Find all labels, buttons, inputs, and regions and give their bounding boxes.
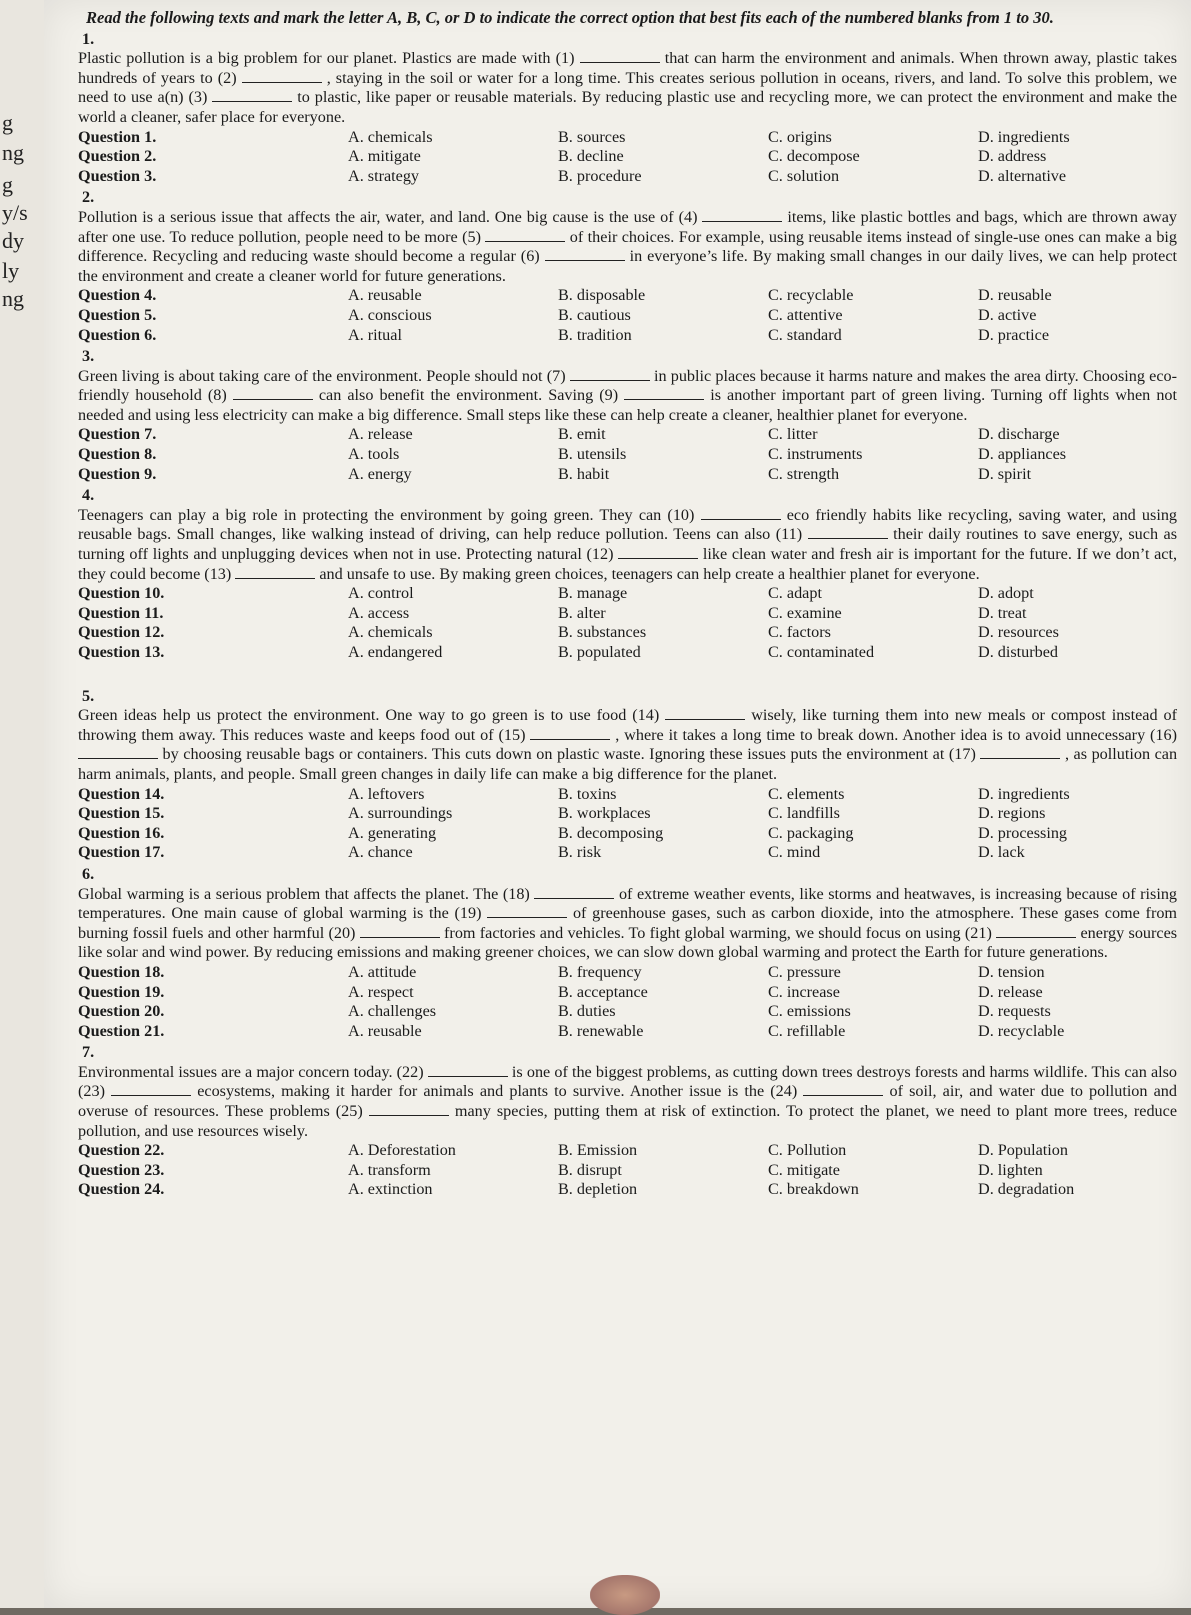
passage-text: and unsafe to use. By making green choices, teenagers can help create a healthier planet for everyone. xyxy=(319,564,980,583)
option-c[interactable]: C. instruments xyxy=(768,445,863,464)
option-c[interactable]: C. origins xyxy=(768,127,832,146)
passage-text: by choosing reusable bags or containers. This cuts down on plastic waste. Ignoring these issues puts the environment at (17) xyxy=(162,745,976,764)
passage xyxy=(78,49,1177,127)
passage-text: Global warming is a serious problem that affects the planet. The (18) xyxy=(78,884,530,903)
passage-text: , where it takes a long time to break down. Another idea is to avoid unnecessary (16) xyxy=(615,725,1178,744)
passage-text: of extreme weather events, like storms and heatwaves, is increasing because of rising temperatures. One main cause of global warming is the (19) xyxy=(78,884,1178,923)
question-label: Question 15. xyxy=(78,804,165,823)
option-d[interactable]: D. requests xyxy=(978,1002,1051,1021)
option-a[interactable]: A. tools xyxy=(348,445,400,464)
option-d[interactable]: D. lighten xyxy=(978,1160,1043,1179)
answer-blank[interactable] xyxy=(545,248,625,261)
question-label: Question 11. xyxy=(78,603,164,622)
option-b[interactable]: B. cautious xyxy=(558,305,631,324)
option-b[interactable]: B. workplaces xyxy=(558,804,651,823)
adjacent-page-fragment: ng xyxy=(2,140,24,165)
option-d[interactable]: D. ingredients xyxy=(978,127,1070,146)
option-a[interactable]: A. extinction xyxy=(348,1180,433,1199)
passage-text: like clean water and fresh air is important for the future. If we don’t act, they could become (13) xyxy=(78,545,1178,583)
answer-blank[interactable] xyxy=(111,1083,191,1096)
passage-text: many species, putting them at risk of extinction. To protect the planet, we need to plant more trees, reduce pollution, and use resources wisely. xyxy=(78,1102,1178,1140)
question-label: Question 6. xyxy=(78,325,157,344)
answer-blank[interactable] xyxy=(233,387,313,400)
adjacent-page-fragment: g xyxy=(2,110,13,135)
option-d[interactable]: D. Population xyxy=(978,1141,1068,1160)
question-label: Question 24. xyxy=(78,1180,165,1199)
option-d[interactable]: D. discharge xyxy=(978,425,1060,444)
passage-text: Environmental issues are a major concern today. (22) xyxy=(78,1062,424,1081)
option-d[interactable]: D. recyclable xyxy=(978,1021,1065,1040)
section-number: 1. xyxy=(82,29,95,48)
answer-blank[interactable] xyxy=(242,70,322,83)
passage-text: to plastic, like paper or reusable materials. By reducing plastic use and recycling more, we can protect the environment and make the world a cleaner, safer place for everyone. xyxy=(78,88,1178,126)
answer-blank[interactable] xyxy=(360,925,440,938)
option-a[interactable]: A. conscious xyxy=(348,305,432,324)
question-options xyxy=(78,584,1177,662)
option-a[interactable]: A. mitigate xyxy=(348,147,421,166)
question-label: Question 23. xyxy=(78,1160,165,1179)
option-d[interactable]: D. treat xyxy=(978,603,1027,622)
adjacent-page-fragment: y/s xyxy=(2,200,28,225)
option-c[interactable]: C. litter xyxy=(768,425,818,444)
option-b[interactable]: B. risk xyxy=(558,843,602,862)
option-c[interactable]: C. Pollution xyxy=(768,1141,847,1160)
passage xyxy=(78,506,1177,584)
adjacent-page-fragment: g xyxy=(2,172,13,197)
passage xyxy=(78,885,1177,963)
passage xyxy=(78,208,1177,286)
option-a[interactable]: A. leftovers xyxy=(348,784,425,803)
section-number: 5. xyxy=(82,686,95,705)
passage-text: from factories and vehicles. To fight global warming, we should focus on using (21) xyxy=(444,923,992,942)
passage-text: in public places because it harms nature and makes the area dirty. Choosing eco-friendly household (8) xyxy=(78,366,1178,405)
passage-text: in everyone’s life. By making small changes in our daily lives, we can help protect the environment and create a cleaner world for future generations. xyxy=(78,247,1178,285)
answer-blank[interactable] xyxy=(530,727,610,740)
option-a[interactable]: A. respect xyxy=(348,982,414,1001)
option-c[interactable]: C. factors xyxy=(768,623,831,642)
passage-text: Plastic pollution is a big problem for our planet. Plastics are made with (1) xyxy=(78,49,575,68)
question-label: Question 16. xyxy=(78,823,165,842)
question-label: Question 7. xyxy=(78,425,157,444)
answer-blank[interactable] xyxy=(996,925,1076,938)
option-d[interactable]: D. disturbed xyxy=(978,643,1059,661)
option-c[interactable]: C. attentive xyxy=(768,305,843,324)
worksheet-page xyxy=(44,0,1191,1608)
passage xyxy=(78,367,1177,426)
passage-text: wisely, like turning them into new meals or compost instead of throwing them away. This reduces waste and keeps food out of (15) xyxy=(78,706,1178,744)
question-label: Question 10. xyxy=(78,584,165,603)
option-b[interactable]: B. procedure xyxy=(558,166,642,185)
passage-text: eco friendly habits like recycling, saving water, and using reusable bags. Small changes, like walking instead of driving, can help reduce pollution. Teens can also (11) xyxy=(78,505,1178,544)
passage xyxy=(78,706,1177,784)
section-number: 4. xyxy=(82,486,95,505)
adjacent-page-fragment: ly xyxy=(2,258,20,283)
option-c[interactable]: C. standard xyxy=(768,325,842,344)
option-c[interactable]: C. adapt xyxy=(768,584,822,603)
adjacent-page-edge xyxy=(0,0,45,1608)
option-b[interactable]: B. toxins xyxy=(558,784,617,803)
option-d[interactable]: D. lack xyxy=(978,843,1025,862)
passage-text: of their choices. For example, using reusable items instead of single-use ones can make a big difference. Recycling and reducing waste should become a regular (6) xyxy=(78,227,1177,266)
passage-text: ecosystems, making it harder for animals and plants to survive. Another issue is the (24) xyxy=(197,1082,798,1101)
option-b[interactable]: B. alter xyxy=(558,603,606,622)
answer-blank[interactable] xyxy=(702,209,782,222)
answer-blank[interactable] xyxy=(487,905,567,918)
passage-text: Pollution is a serious issue that affects the air, water, and land. One big cause is the use of (4) xyxy=(78,207,698,226)
passage-text: Teenagers can play a big role in protecting the environment by going green. They can (10) xyxy=(78,505,695,524)
passage-text: of soil, air, and water due to pollution and overuse of resources. These problems (25) xyxy=(78,1082,1177,1121)
question-options xyxy=(78,963,1177,1041)
option-a[interactable]: A. surroundings xyxy=(348,804,453,823)
answer-blank[interactable] xyxy=(803,1083,883,1096)
option-a[interactable]: A. Deforestation xyxy=(348,1141,456,1160)
answer-blank[interactable] xyxy=(485,229,565,242)
question-options xyxy=(78,128,1177,187)
option-d[interactable]: D. resources xyxy=(978,623,1059,642)
option-a[interactable]: A. reusable xyxy=(348,1021,422,1040)
option-a[interactable]: A. transform xyxy=(348,1160,431,1179)
option-d[interactable]: D. regions xyxy=(978,804,1046,823)
option-a[interactable]: A. release xyxy=(348,425,413,444)
question-options xyxy=(78,286,1177,345)
option-a[interactable]: A. ritual xyxy=(348,325,402,344)
option-a[interactable]: A. chemicals xyxy=(348,623,433,642)
question-options xyxy=(78,785,1177,863)
option-b[interactable]: B. Emission xyxy=(558,1141,638,1160)
option-a[interactable]: A. strategy xyxy=(348,166,420,185)
option-a[interactable]: A. endangered xyxy=(348,643,443,661)
option-c[interactable]: C. pressure xyxy=(768,962,841,981)
option-d[interactable]: D. reusable xyxy=(978,286,1052,305)
option-d[interactable]: D. tension xyxy=(978,962,1045,981)
passage-text: items, like plastic bottles and bags, which are thrown away after one use. To reduce pollution, people need to be more (5) xyxy=(78,207,1177,246)
option-c[interactable]: C. decompose xyxy=(768,147,860,166)
question-label: Question 2. xyxy=(78,147,157,166)
question-label: Question 8. xyxy=(78,445,157,464)
passage-text: , as pollution can harm animals, plants, and people. Small green changes in daily life can make a big difference for the planet. xyxy=(78,745,1178,783)
section-number: 2. xyxy=(82,188,95,207)
option-c[interactable]: C. packaging xyxy=(768,823,854,842)
option-d[interactable]: D. degradation xyxy=(978,1180,1075,1199)
option-c[interactable]: C. landfills xyxy=(768,804,840,823)
option-d[interactable]: D. alternative xyxy=(978,166,1067,185)
option-d[interactable]: D. appliances xyxy=(978,445,1067,464)
question-label: Question 20. xyxy=(78,1002,165,1021)
option-a[interactable]: A. challenges xyxy=(348,1002,437,1021)
option-c[interactable]: C. emissions xyxy=(768,1002,851,1021)
passage-text: is another important part of green living. Turning off lights when not needed and using less electricity can make a big difference. Small steps like these can help create a cleaner, healthier planet for everyone. xyxy=(78,386,1178,424)
adjacent-page-fragment: ng xyxy=(2,286,24,311)
option-c[interactable]: C. recyclable xyxy=(768,286,854,305)
question-label: Question 22. xyxy=(78,1141,165,1160)
option-a[interactable]: A. energy xyxy=(348,464,412,483)
option-a[interactable]: A. chemicals xyxy=(348,127,433,146)
answer-blank[interactable] xyxy=(570,368,650,381)
option-a[interactable]: A. access xyxy=(348,603,410,622)
passage-text: their daily routines to save energy, such as turning off lights and unplugging devices when not in use. Protecting natural (12) xyxy=(78,525,1178,564)
option-c[interactable]: C. contaminated xyxy=(768,643,875,661)
passage-text: Green living is about taking care of the environment. People should not (7) xyxy=(78,366,566,385)
option-d[interactable]: D. spirit xyxy=(978,464,1032,483)
option-c[interactable]: C. solution xyxy=(768,166,840,185)
option-c[interactable]: C. refillable xyxy=(768,1021,846,1040)
answer-blank[interactable] xyxy=(369,1103,449,1116)
passage-text: Green ideas help us protect the environment. One way to go green is to use food (14) xyxy=(78,706,660,725)
answer-blank[interactable] xyxy=(980,746,1060,759)
section-number: 6. xyxy=(82,864,95,883)
answer-blank[interactable] xyxy=(808,526,888,539)
option-b[interactable]: B. decomposing xyxy=(558,823,664,842)
option-c[interactable]: C. mitigate xyxy=(768,1160,840,1179)
passage-text: is one of the biggest problems, as cutting down trees destroys forests and harms wildlife. This can also (23) xyxy=(78,1062,1178,1101)
option-d[interactable]: D. active xyxy=(978,305,1037,324)
passage-text: that can harm the environment and animals. When thrown away, plastic takes hundreds of years to (2) xyxy=(78,49,1178,87)
option-a[interactable]: A. attitude xyxy=(348,962,417,981)
question-label: Question 19. xyxy=(78,982,165,1001)
question-label: Question 1. xyxy=(78,127,157,146)
question-label: Question 17. xyxy=(78,843,165,862)
option-b[interactable]: B. disrupt xyxy=(558,1160,622,1179)
option-d[interactable]: D. release xyxy=(978,982,1043,1001)
question-label: Question 3. xyxy=(78,166,157,185)
passage-text: , staying in the soil or water for a long time. This creates serious pollution in oceans, rivers, and land. To solve this problem, we need to use a(n) (3) xyxy=(78,68,1177,107)
passage-text: can also benefit the environment. Saving (9) xyxy=(318,386,619,405)
option-d[interactable]: D. ingredients xyxy=(978,784,1070,803)
section-number: 3. xyxy=(82,347,95,366)
option-b[interactable]: B. substances xyxy=(558,623,647,642)
option-c[interactable]: C. strength xyxy=(768,464,840,483)
instructions: Read the following texts and mark the letter A, B, C, or D to indicate the correct option that best fits each of the numbered blanks from 1 to 30. xyxy=(86,8,1054,27)
option-d[interactable]: D. processing xyxy=(978,823,1068,842)
option-b[interactable]: B. duties xyxy=(558,1002,616,1021)
answer-blank[interactable] xyxy=(235,566,315,579)
option-c[interactable]: C. mind xyxy=(768,843,821,862)
option-b[interactable]: B. manage xyxy=(558,584,628,603)
answer-blank[interactable] xyxy=(212,89,292,102)
question-options xyxy=(78,1141,1177,1200)
option-d[interactable]: D. address xyxy=(978,147,1047,166)
question-label: Question 12. xyxy=(78,623,165,642)
option-b[interactable]: B. utensils xyxy=(558,445,627,464)
answer-blank[interactable] xyxy=(665,707,745,720)
option-b[interactable]: B. sources xyxy=(558,127,626,146)
question-label: Question 9. xyxy=(78,464,157,483)
question-label: Question 5. xyxy=(78,305,157,324)
question-label: Question 21. xyxy=(78,1021,165,1040)
question-label: Question 18. xyxy=(78,962,165,981)
option-b[interactable]: B. habit xyxy=(558,464,610,483)
option-b[interactable]: B. decline xyxy=(558,147,624,166)
option-d[interactable]: D. adopt xyxy=(978,584,1034,603)
passage xyxy=(78,1063,1177,1141)
option-b[interactable]: B. renewable xyxy=(558,1021,644,1040)
answer-blank[interactable] xyxy=(428,1064,508,1077)
option-c[interactable]: C. examine xyxy=(768,603,842,622)
section-number: 7. xyxy=(82,1043,95,1062)
option-c[interactable]: C. increase xyxy=(768,982,840,1001)
option-d[interactable]: D. practice xyxy=(978,325,1050,344)
answer-blank[interactable] xyxy=(78,746,158,759)
option-b[interactable]: B. emit xyxy=(558,425,606,444)
worksheet-content xyxy=(72,8,1177,1200)
option-a[interactable]: A. control xyxy=(348,584,414,603)
option-a[interactable]: A. generating xyxy=(348,823,437,842)
option-a[interactable]: A. reusable xyxy=(348,286,422,305)
option-b[interactable]: B. acceptance xyxy=(558,982,648,1001)
option-b[interactable]: B. tradition xyxy=(558,325,632,344)
question-label: Question 14. xyxy=(78,784,165,803)
option-b[interactable]: B. frequency xyxy=(558,962,642,981)
answer-blank[interactable] xyxy=(701,507,781,520)
question-options xyxy=(78,425,1177,484)
option-b[interactable]: B. depletion xyxy=(558,1180,638,1199)
thumb xyxy=(590,1575,660,1615)
question-label: Question 13. xyxy=(78,643,165,661)
answer-blank[interactable] xyxy=(580,50,660,63)
answer-blank[interactable] xyxy=(624,387,704,400)
option-b[interactable]: B. disposable xyxy=(558,286,646,305)
option-c[interactable]: C. breakdown xyxy=(768,1180,859,1199)
passage-text: of greenhouse gases, such as carbon dioxide, into the atmosphere. These gases come from burning fossil fuels and other harmful (20) xyxy=(78,904,1178,942)
adjacent-page-fragment: dy xyxy=(2,228,24,253)
passage-text: energy sources like solar and wind power. By reducing emissions and making greener choices, we can slow down global warming and protect the Earth for future generations. xyxy=(78,923,1178,962)
option-c[interactable]: C. elements xyxy=(768,784,845,803)
option-b[interactable]: B. populated xyxy=(558,643,641,661)
answer-blank[interactable] xyxy=(534,886,614,899)
answer-blank[interactable] xyxy=(618,546,698,559)
question-label: Question 4. xyxy=(78,286,157,305)
option-a[interactable]: A. chance xyxy=(348,843,413,862)
